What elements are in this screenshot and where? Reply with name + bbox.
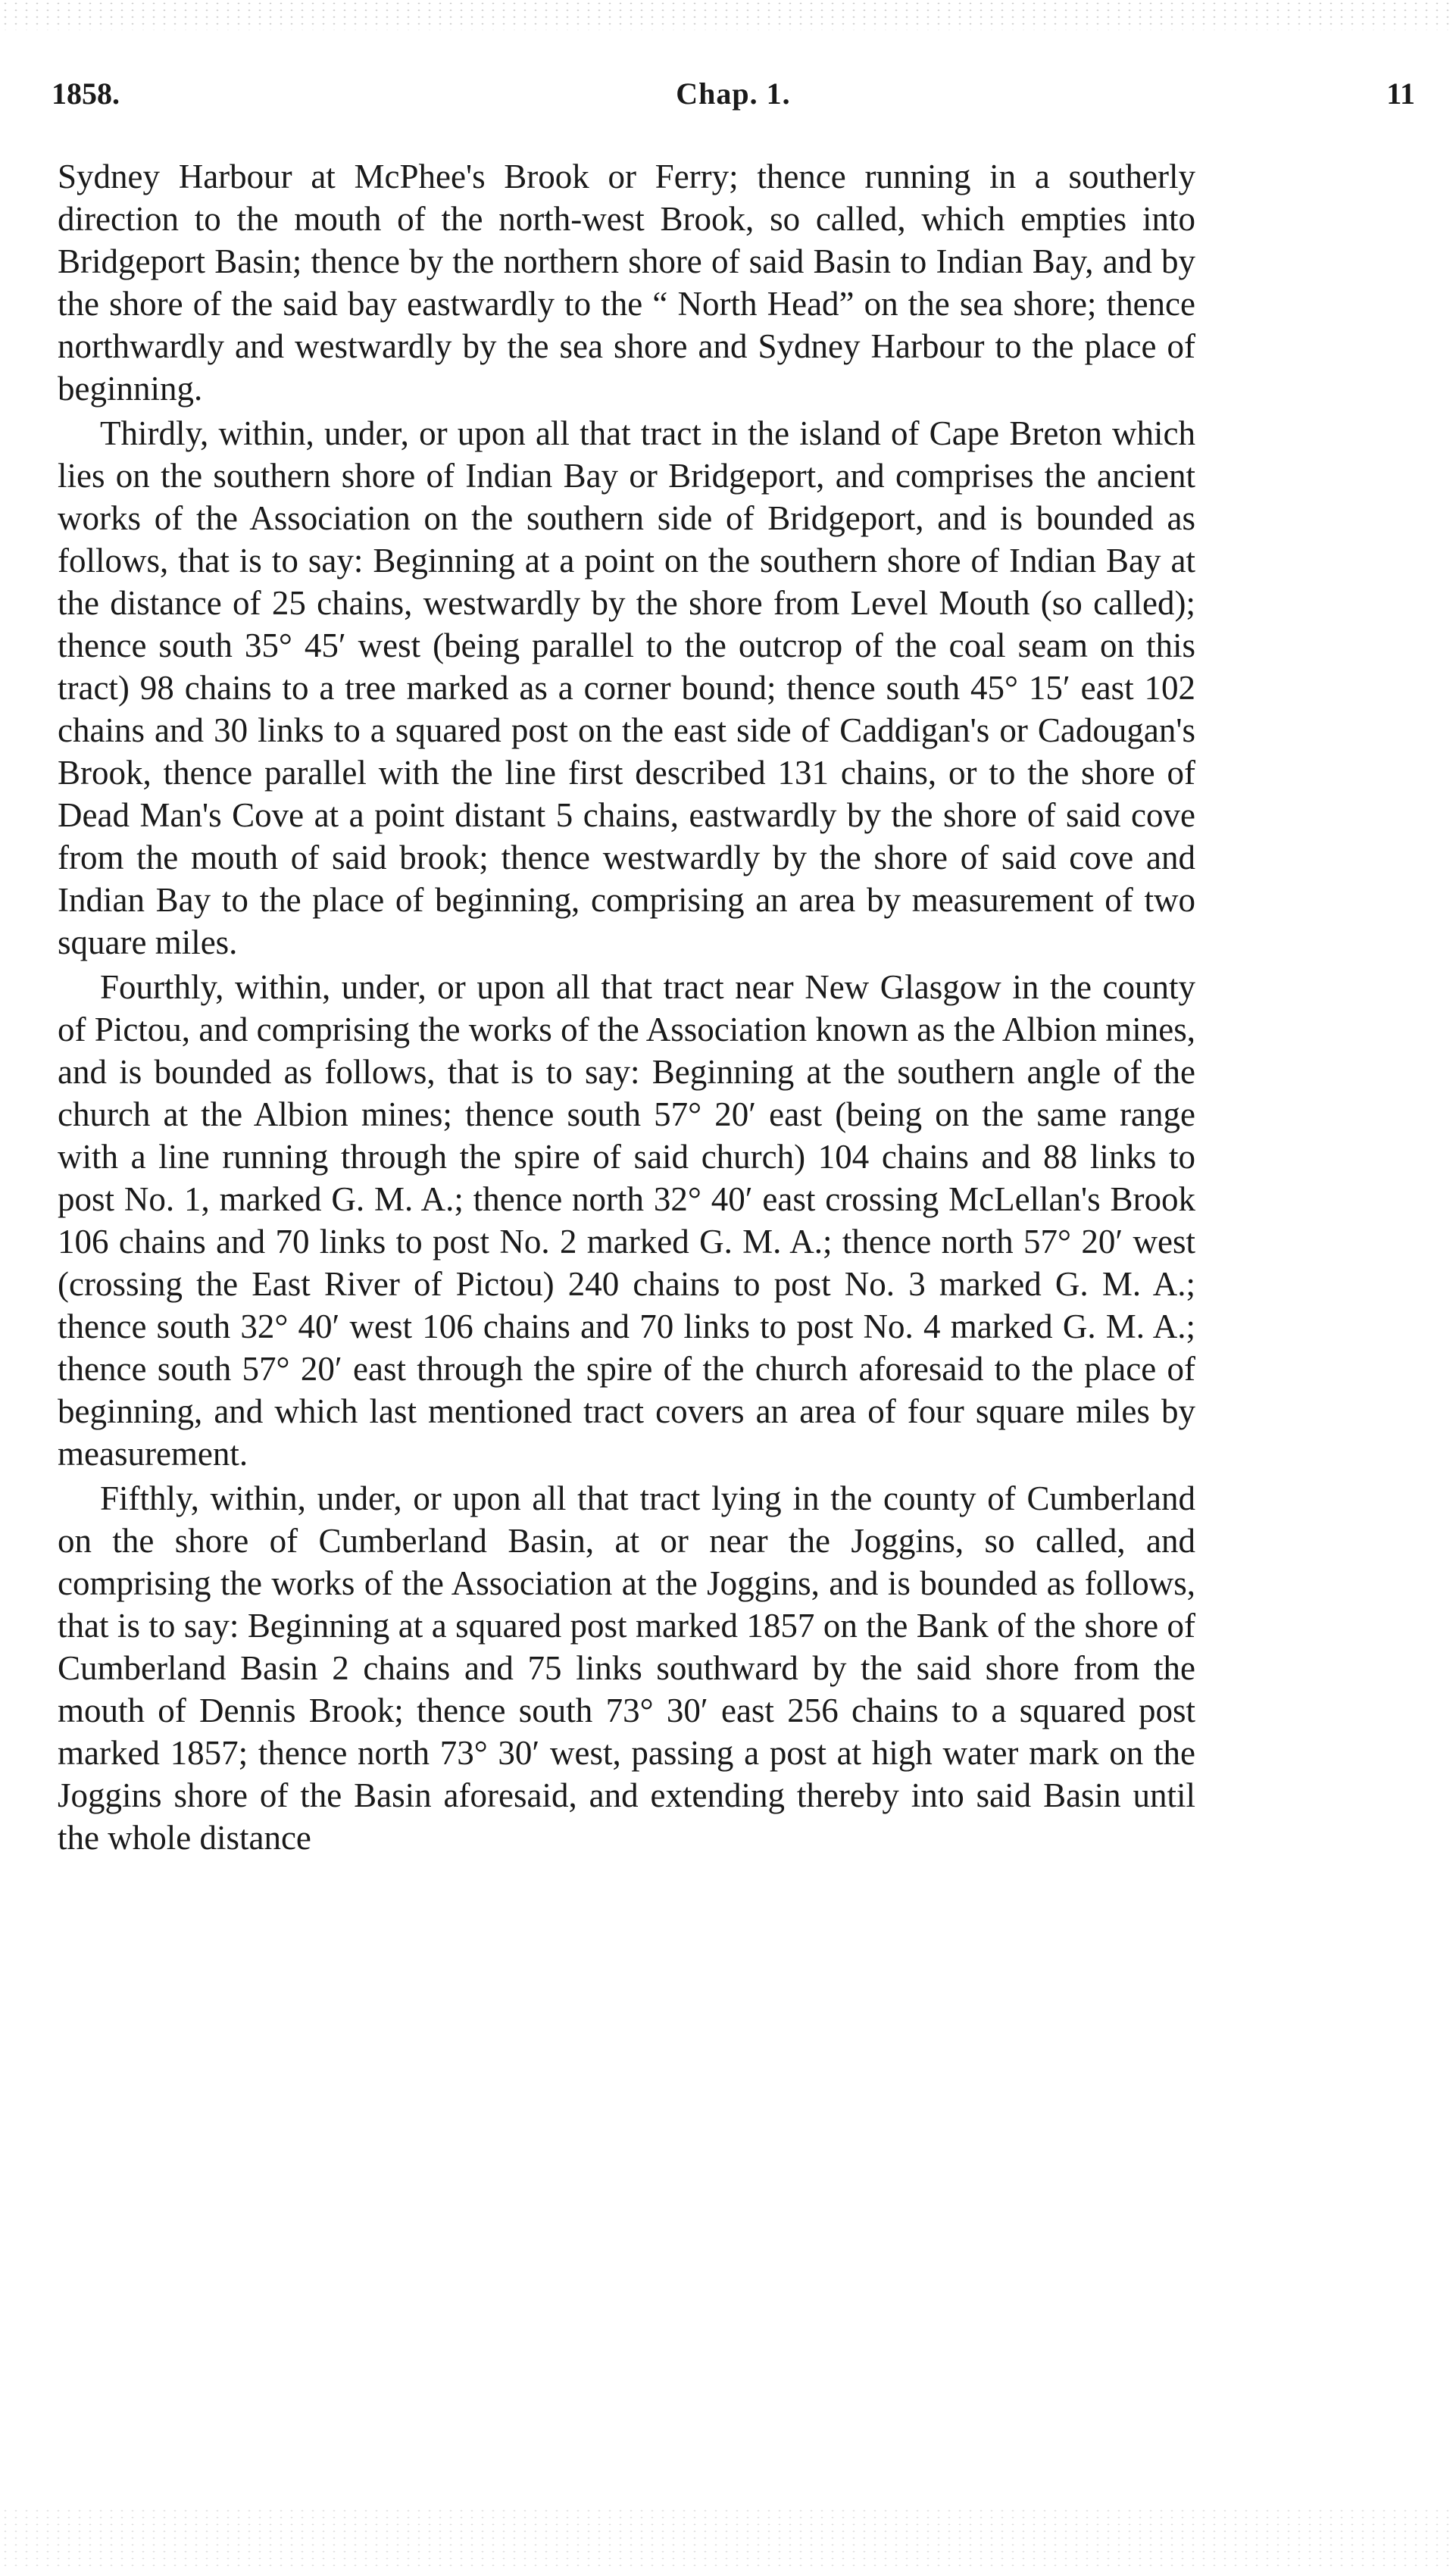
paragraph-fourthly: Fourthly, within, under, or upon all that tract near New Glasgow in the county of Pictou, and comprising the works of the Association known as the Albion mines, and is bounded as follows, that is to say: Beginning at the southern angle of the church at the Albion mines; thence south 57° 20′ east (being on the same range with a line running through the spire of said church) 104 chains and 88 links to post No. 1, marked G. M. A.; thence north 32° 40′ east crossing McLellan's Brook 106 chains and 70 links to post No. 2 marked G. M. A.; thence north 57° 20′ west (crossing the East River of Pictou) 240 chains to post No. 3 marked G. M. A.; thence south 32° 40′ west 106 chains and 70 links to post No. 4 marked G. M. A.; thence south 57° 20′ east through the spire of the church aforesaid to the place of beginning, and which last mentioned tract covers an area of four square miles by measurement. (58, 968, 1195, 1473)
body-text (58, 155, 1195, 1861)
paragraph-continued: Sydney Harbour at McPhee's Brook or Ferry; thence running in a southerly direction to the mouth of the north-west Brook, so called, which empties into Bridgeport Basin; thence by the northern shore of said Basin to Indian Bay, and by the shore of the said bay eastwardly to the “ North Head” on the sea shore; thence northwardly and westwardly by the sea shore and Sydney Harbour to the place of beginning. (58, 158, 1195, 408)
running-head-chapter: Chap. 1. (676, 77, 791, 111)
running-head-year: 1858. (52, 77, 120, 111)
page-bottom-edge-stipple (0, 2507, 1456, 2568)
paragraph-fifthly: Fifthly, within, under, or upon all that tract lying in the county of Cumberland on the shore of Cumberland Basin, at or near the Joggins, so called, and comprising the works of the Association at the Joggins, and is bounded as follows, that is to say: Beginning at a squared post marked 1857 on the Bank of the shore of Cumberland Basin 2 chains and 75 links southward by the said shore from the mouth of Dennis Brook; thence south 73° 30′ east 256 chains to a squared post marked 1857; thence north 73° 30′ west, passing a post at high water mark on the Joggins shore of the Basin aforesaid, and extending thereby into said Basin until the whole distance (58, 1479, 1195, 1857)
page-number: 11 (1386, 77, 1415, 111)
paragraph-thirdly: Thirdly, within, under, or upon all that tract in the island of Cape Breton which lies on the southern shore of Indian Bay or Bridgeport, and comprises the ancient works of the Association on the southern side of Bridgeport, and is bounded as follows, that is to say: Beginning at a point on the southern shore of Indian Bay at the distance of 25 chains, westwardly by the shore from Level Mouth (so called); thence south 35° 45′ west (being parallel to the outcrop of the coal seam on this tract) 98 chains to a tree marked as a corner bound; thence south 45° 15′ east 102 chains and 30 links to a squared post on the east side of Caddigan's or Cadougan's Brook, thence parallel with the line first described 131 chains, or to the shore of Dead Man's Cove at a point distant 5 chains, eastwardly by the shore of said cove from the mouth of said brook; thence westwardly by the shore of said cove and Indian Bay to the place of beginning, comprising an area by measurement of two square miles. (58, 414, 1195, 961)
page-top-edge-stipple (0, 0, 1456, 30)
running-head (52, 76, 1415, 129)
